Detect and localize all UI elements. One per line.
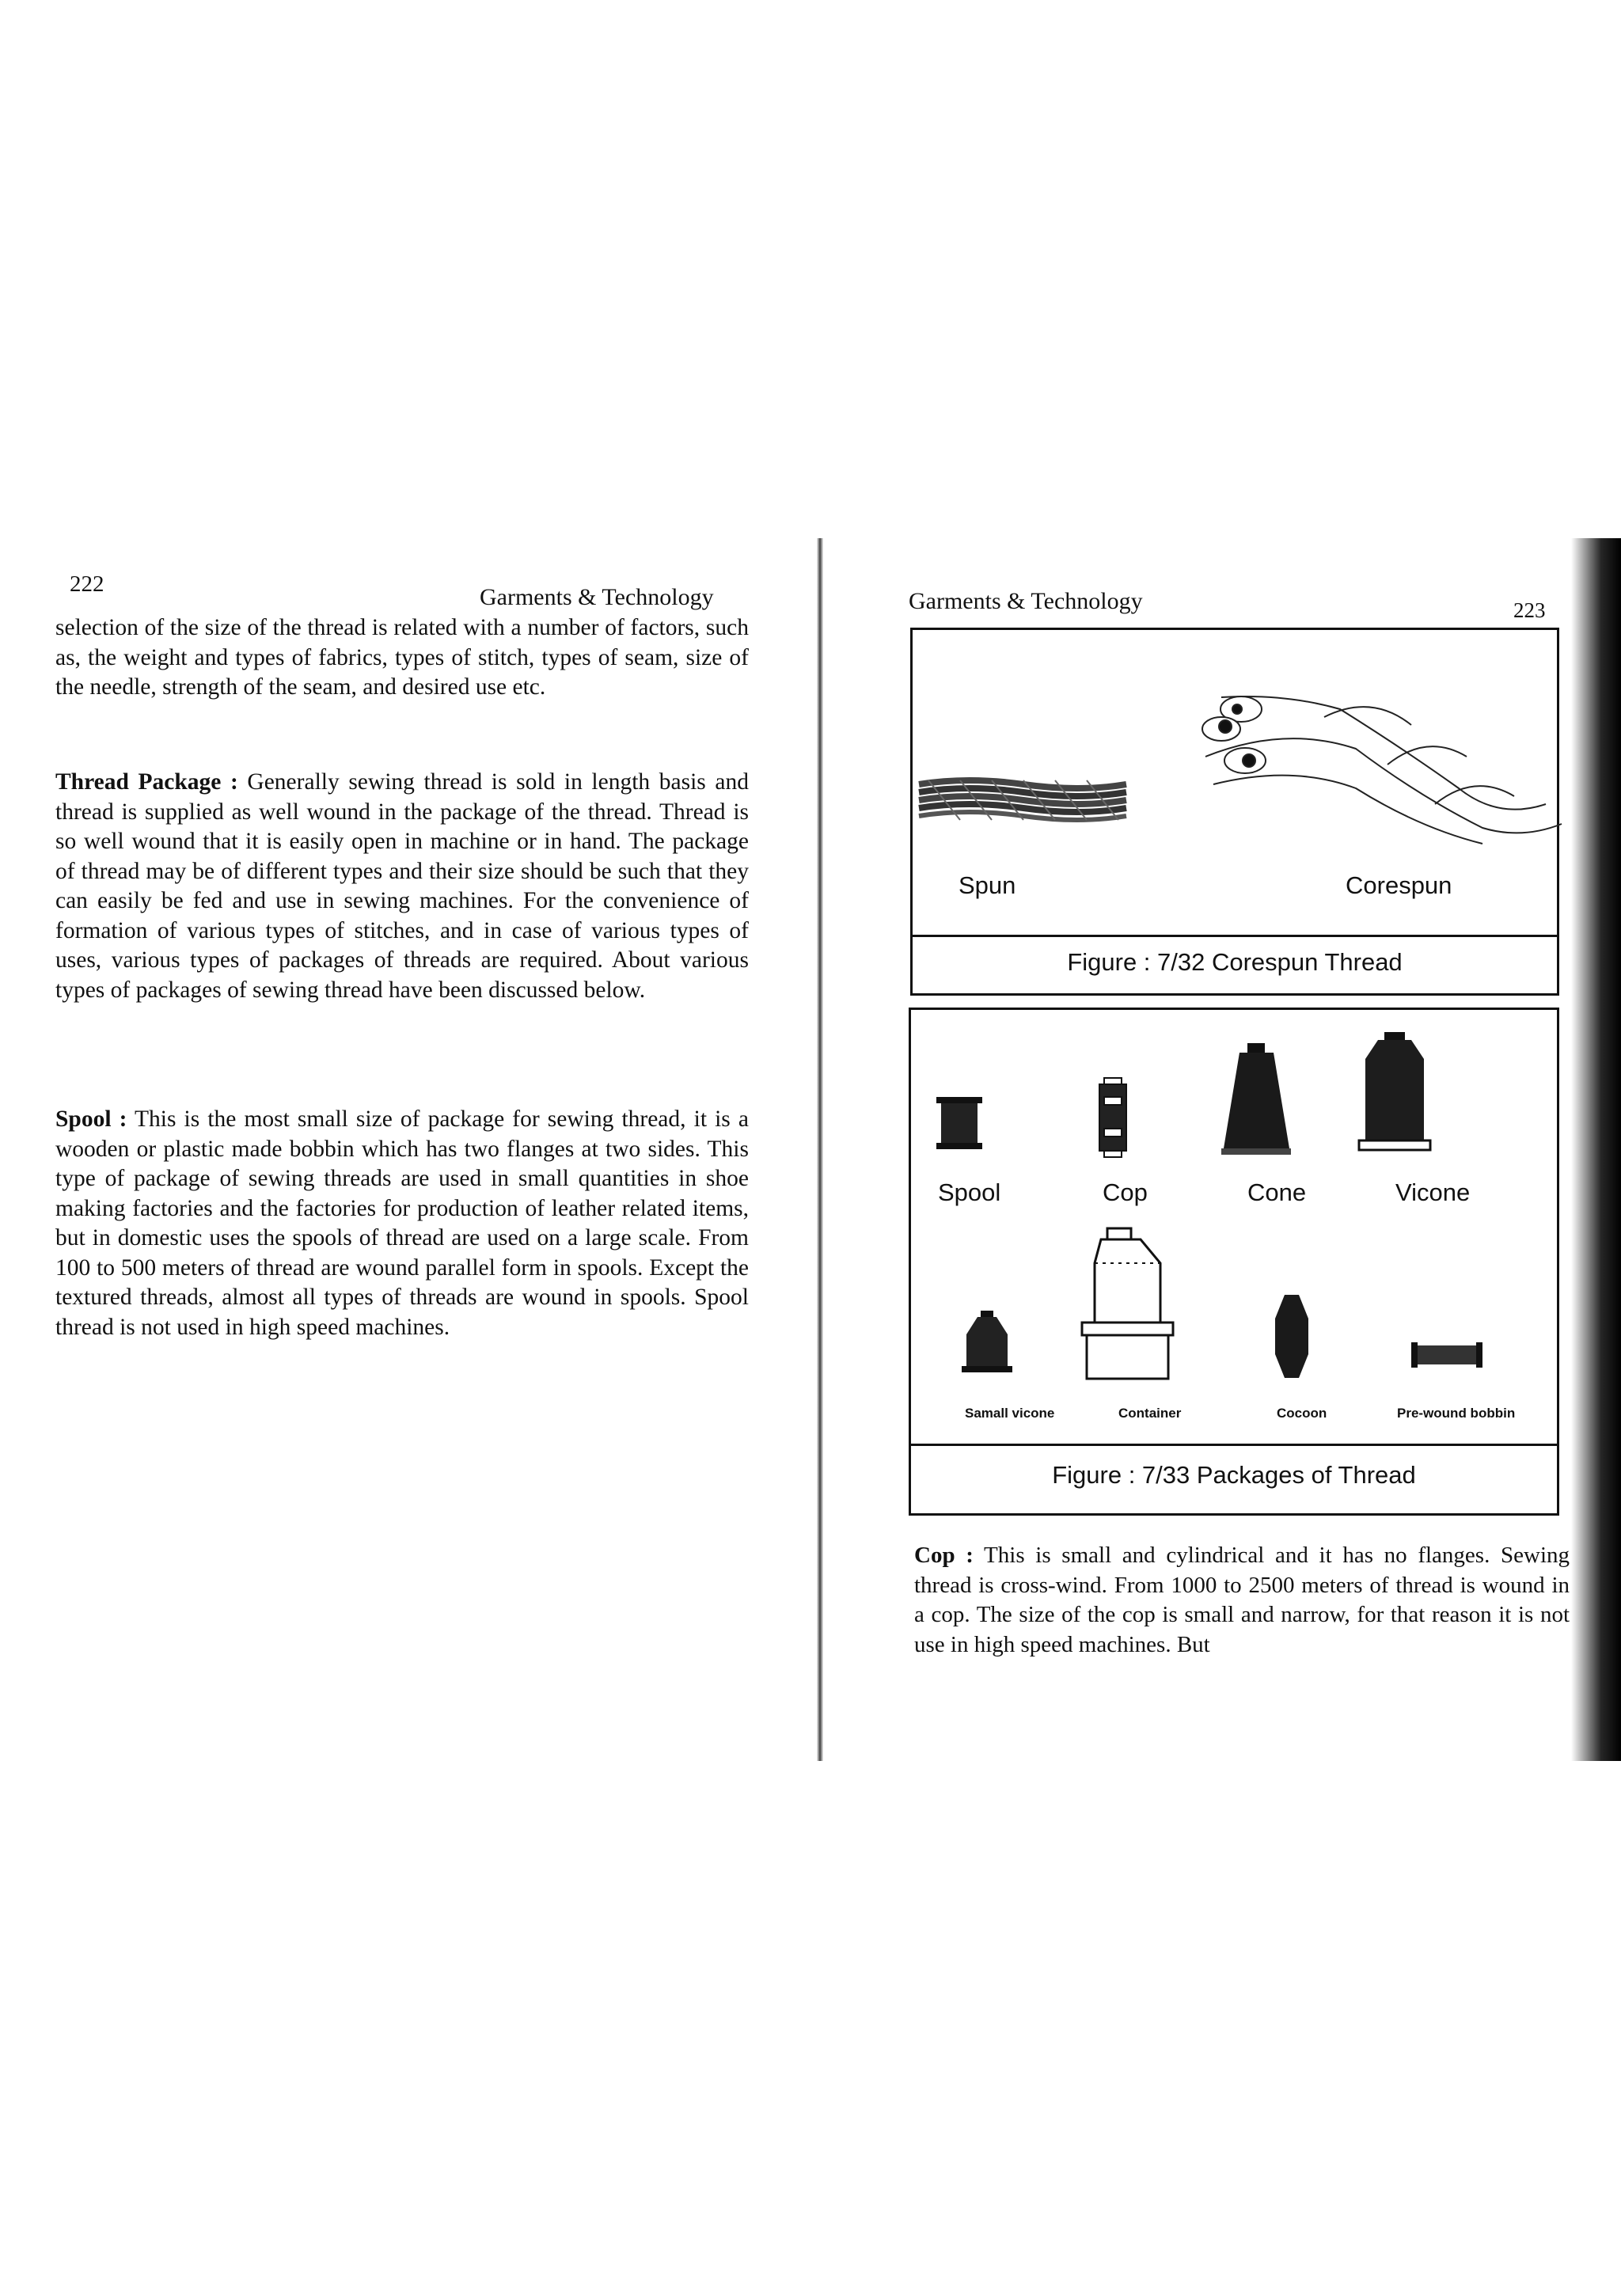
spool-heading: Spool :: [55, 1106, 127, 1132]
container-drawing: [1082, 1228, 1173, 1379]
cop-paragraph: [914, 1541, 1570, 1660]
packages-illustrations: [911, 1010, 1562, 1518]
corespun-illustrations: [913, 630, 1562, 998]
spool-drawing: [936, 1097, 982, 1149]
thread-package-paragraph: [55, 768, 749, 1005]
pre-wound-bobbin-drawing: [1411, 1342, 1482, 1368]
label-cone: Cone: [1247, 1178, 1307, 1206]
corespun-thread-drawing: [1202, 696, 1562, 844]
figure-32-divider: [913, 935, 1557, 937]
label-cop: Cop: [1103, 1178, 1148, 1206]
cop-heading: Cop :: [914, 1543, 974, 1568]
thread-package-heading: Thread Package :: [55, 769, 238, 795]
thread-package-body: Generally sewing thread is sold in length basis and thread is supplied as well wound in the package of the thread. Thread is so well wound that it is easily open in machine or in hand. The package of thread may be of different types and their size should be such that they can easily be fed and use in sewing machines. For the convenience of formation of various types of stitches, and in case of various types of uses, various types of packages of threads are required. About various types of packages of sewing thread have been discussed below.: [55, 769, 749, 1003]
label-cocoon: Cocoon: [1277, 1406, 1327, 1421]
spun-thread-drawing: [919, 780, 1126, 820]
intro-paragraph: selection of the size of the thread is related with a number of factors, such as, the weight and types of fabrics, types of stitch, types of seam, size of the needle, strength of the seam, and desired use etc.: [55, 615, 749, 700]
cop-drawing: [1099, 1078, 1126, 1157]
figure-32-caption: Figure : 7/32 Corespun Thread: [1067, 948, 1403, 976]
spool-body: This is the most small size of package for sewing thread, it is a wooden or plastic made bobbin which has two flanges at two sides. This type of package of sewing threads are used in small quantities in shoe making factories and the factories for production of leather related items, but in domestic uses the spools of thread are used on a large scale. From 100 to 500 meters of thread are wound parallel form in spools. Except the textured threads, almost all types of threads are wound in spools. Spool thread is not used in high speed machines.: [55, 1106, 749, 1340]
figure-33-caption: Figure : 7/33 Packages of Thread: [1052, 1461, 1416, 1489]
label-vicone: Vicone: [1395, 1178, 1471, 1206]
right-page-number: 223: [1513, 598, 1546, 622]
small-vicone-drawing: [962, 1311, 1012, 1372]
label-small-vicone: Samall vicone: [965, 1406, 1055, 1421]
right-running-head: Garments & Technology: [909, 588, 1143, 614]
figure-33-divider: [911, 1444, 1557, 1446]
label-pre-wound-bobbin: Pre-wound bobbin: [1397, 1406, 1516, 1421]
label-spun: Spun: [959, 871, 1016, 899]
figure-corespun: [910, 628, 1559, 996]
label-spool: Spool: [938, 1178, 1001, 1206]
label-corespun: Corespun: [1346, 871, 1452, 899]
cop-body: This is small and cylindrical and it has no flanges. Sewing thread is cross-wind. From 1000 to 2500 meters of thread is wound in a cop. The size of the cop is small and narrow, for that reason it is not use in high speed machines. But: [914, 1543, 1570, 1657]
figure-packages: [909, 1008, 1559, 1516]
book-gutter: [817, 538, 823, 1761]
left-running-head: Garments & Technology: [480, 584, 714, 610]
label-container: Container: [1118, 1406, 1182, 1421]
spool-paragraph: [55, 1105, 749, 1342]
left-page-number: 222: [70, 571, 104, 597]
cone-drawing: [1221, 1043, 1291, 1155]
vicone-drawing: [1359, 1032, 1430, 1150]
cocoon-drawing: [1275, 1295, 1308, 1378]
page-edge-shadow: [1571, 538, 1621, 1761]
